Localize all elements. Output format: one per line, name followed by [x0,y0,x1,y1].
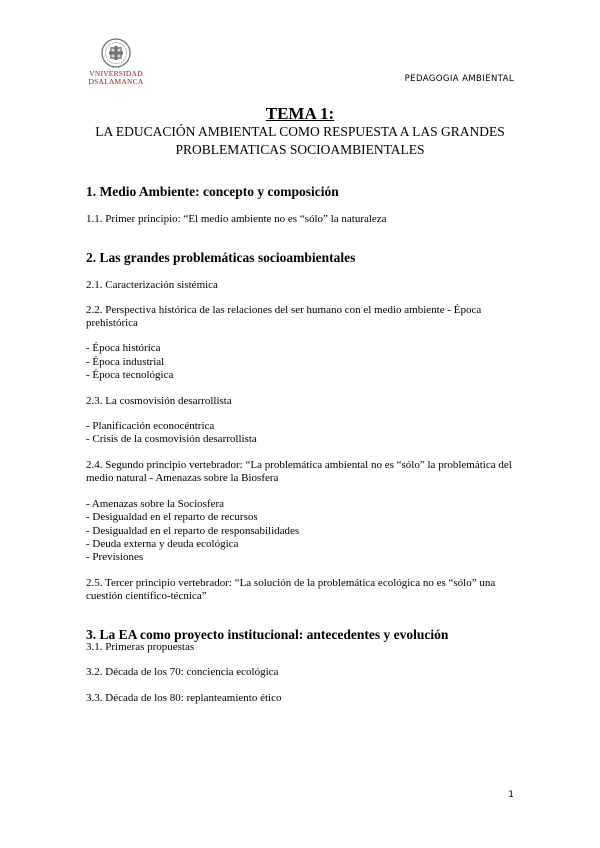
list-item: - Crisis de la cosmovisión desarrollista [86,433,257,446]
university-logo [88,38,144,86]
list-item: - Amenazas sobre la Sociosfera [86,497,225,510]
list-item: - Deuda externa y deuda ecológica [86,537,239,550]
section-1-heading: 1. Medio Ambiente: concepto y composición [86,184,339,199]
list-item: - Desigualdad en el reparto de recursos [86,511,258,524]
list-item: - Época tecnológica [86,369,174,382]
page-title: TEMA 1: [265,104,335,123]
section-2-heading: 2. Las grandes problemáticas socioambientales [86,249,356,265]
logo-line-2: DSALAMANCA [88,77,144,86]
document-body [86,185,516,705]
section-2-4: 2.4. Segundo principio vertebrador: “La problemática ambiental no es “sólo” la problemática del medio natural - Amenazas sobre la Biosfera [86,458,512,485]
list-item: - Desigualdad en el reparto de responsabilidades [86,524,300,537]
section-2-5: 2.5. Tercer principio vertebrador: “La solución de la problemática ecológica no es “sólo” una cuestión científico-técnica” [86,576,496,603]
list-item: - Época industrial [86,355,165,368]
section-3-1: 3.1. Primeras propuestas [86,640,195,653]
list-item: - Época histórica [86,342,161,355]
logo-line-1: VNIVERSIDAD [89,69,143,78]
list-item: - Planificación econocéntrica [86,420,215,433]
header-course-label: PEDAGOGIA AMBIENTAL [404,74,514,84]
section-2-2: 2.2. Perspectiva histórica de las relaciones del ser humano con el medio ambiente - Época prehistórica [86,303,482,330]
university-name [88,70,144,86]
page-subtitle: LA EDUCACIÓN AMBIENTAL COMO RESPUESTA A LAS GRANDES PROBLEMATICAS SOCIOAMBIENTALES [95,124,505,157]
section-2-3: 2.3. La cosmovisión desarrollista [86,394,232,407]
section-3-heading: 3. La EA como proyecto institucional: antecedentes y evolución [86,626,449,642]
section-2-1: 2.1. Caracterización sistémica [86,279,218,292]
section-3-3: 3.3. Década de los 80: replanteamiento ético [86,691,282,704]
section-3-2: 3.2. Década de los 70: conciencia ecológica [86,666,279,679]
list-item: - Previsiones [86,551,144,564]
section-1-1: 1.1. Primer principio: “El medio ambiente no es “sólo” la naturaleza [86,213,387,226]
page-number: 1 [508,790,514,800]
university-seal-icon [101,38,131,68]
